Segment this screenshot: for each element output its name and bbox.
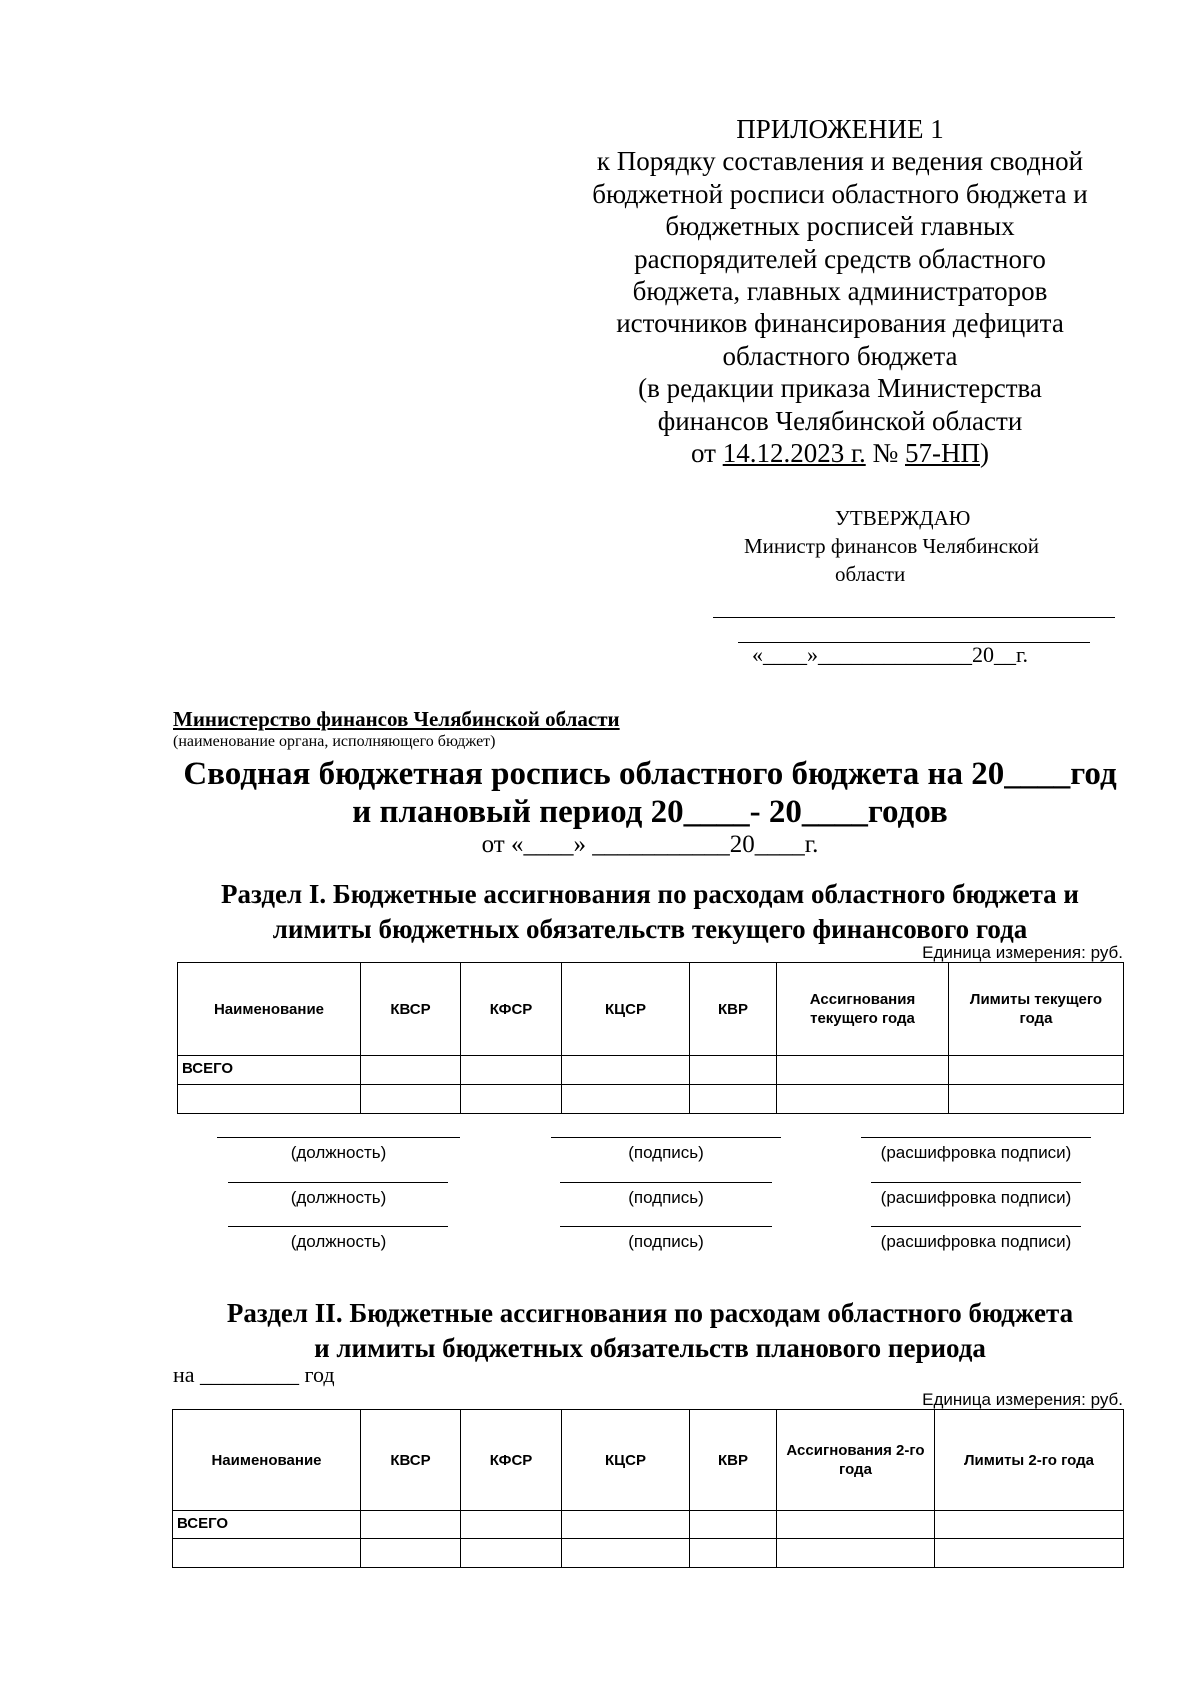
appendix-line: областного бюджета — [722, 340, 958, 371]
table-cell — [935, 1511, 1124, 1539]
table-total-row — [178, 1056, 1124, 1085]
decoding-label: (расшифровка подписи) — [880, 1143, 1072, 1162]
organization-name: Министерство финансов Челябинской области — [173, 707, 620, 731]
decoding-label: (расшифровка подписи) — [880, 1232, 1072, 1251]
table-cell — [949, 1056, 1124, 1085]
table-cell — [361, 1085, 461, 1114]
position-label: (должность) — [290, 1232, 387, 1251]
table-cell — [562, 1539, 690, 1568]
appendix-title: ПРИЛОЖЕНИЕ 1 — [736, 114, 944, 144]
order-reference — [560, 437, 1120, 469]
section1-unit: Единица измерения: руб. — [922, 943, 1123, 962]
table-cell — [690, 1539, 777, 1568]
approval-date: «____»______________20__г. — [752, 642, 1029, 667]
document-title — [100, 755, 1200, 831]
section2-table — [172, 1409, 1124, 1568]
table-cell — [361, 1511, 461, 1539]
decoding-line — [861, 1137, 1091, 1138]
section1-table — [177, 962, 1124, 1114]
document-date: от «____» ___________20____г. — [481, 831, 819, 858]
table-row — [173, 1539, 1124, 1568]
decoding-line — [871, 1182, 1081, 1183]
column-header: Наименование — [178, 963, 361, 1056]
decoding-label: (расшифровка подписи) — [880, 1188, 1072, 1207]
position-label: (должность) — [290, 1143, 387, 1162]
table-cell — [562, 1056, 690, 1085]
column-header: КФСР — [461, 963, 562, 1056]
section1-title-line: Раздел I. Бюджетные ассигнования по расходам областного бюджета и — [221, 879, 1079, 909]
table-cell — [461, 1539, 562, 1568]
table-cell — [173, 1539, 361, 1568]
table-cell — [690, 1085, 777, 1114]
column-header: Ассигнования 2-го года — [777, 1410, 935, 1511]
column-header: КВСР — [361, 1410, 461, 1511]
table-header-row — [173, 1410, 1124, 1511]
column-header: КЦСР — [562, 1410, 690, 1511]
order-number: 57-НП — [905, 438, 980, 469]
column-header: КВР — [690, 1410, 777, 1511]
position-line — [217, 1137, 460, 1138]
table-cell — [461, 1056, 562, 1085]
column-header: КВСР — [361, 963, 461, 1056]
appendix-line: бюджетной росписи областного бюджета и — [592, 178, 1088, 209]
table-cell — [178, 1085, 361, 1114]
section2-title-line: Раздел II. Бюджетные ассигнования по расходам областного бюджета — [226, 1298, 1074, 1328]
section1-title — [100, 877, 1200, 947]
section2-title-line: и лимиты бюджетных обязательств планового периода — [314, 1333, 986, 1363]
table-cell — [777, 1511, 935, 1539]
approval-title: УТВЕРЖДАЮ — [835, 506, 971, 530]
order-number-sign: № — [865, 438, 905, 469]
table-cell — [562, 1511, 690, 1539]
appendix-line: бюджетных росписей главных — [665, 211, 1015, 242]
position-label: (должность) — [290, 1188, 387, 1207]
decoding-line — [871, 1226, 1081, 1227]
signature-label: (подпись) — [628, 1232, 704, 1251]
column-header: Наименование — [173, 1410, 361, 1511]
column-header: Лимиты 2-го года — [935, 1410, 1124, 1511]
section1-title-line: лимиты бюджетных обязательств текущего финансового года — [272, 914, 1028, 944]
order-suffix: ) — [980, 438, 989, 469]
section2-year: на _________ год — [173, 1362, 335, 1387]
table-header-row — [178, 963, 1124, 1056]
table-cell — [361, 1056, 461, 1085]
position-line — [228, 1226, 448, 1227]
table-cell — [461, 1085, 562, 1114]
document-title-line: Сводная бюджетная роспись областного бюджета на 20____год — [183, 756, 1117, 792]
order-prefix: от — [691, 438, 723, 469]
table-cell — [690, 1511, 777, 1539]
column-header: Ассигнования текущего года — [777, 963, 949, 1056]
appendix-line: бюджета, главных администраторов — [632, 276, 1048, 307]
position-line — [228, 1182, 448, 1183]
column-header: Лимиты текущего года — [949, 963, 1124, 1056]
section2-title — [100, 1296, 1200, 1366]
approval-position: Министр финансов Челябинской — [744, 534, 1039, 558]
appendix-line: источников финансирования дефицита — [616, 308, 1064, 339]
table-cell — [461, 1511, 562, 1539]
table-cell — [949, 1085, 1124, 1114]
appendix-line: финансов Челябинской области — [657, 405, 1023, 436]
table-row — [178, 1085, 1124, 1114]
table-cell — [777, 1539, 935, 1568]
table-total-row — [173, 1511, 1124, 1539]
table-cell — [690, 1056, 777, 1085]
column-header: КВР — [690, 963, 777, 1056]
table-cell — [777, 1085, 949, 1114]
order-date: 14.12.2023 г. — [722, 438, 866, 469]
total-label: ВСЕГО — [178, 1056, 361, 1085]
table-cell — [562, 1085, 690, 1114]
signature-line — [560, 1226, 772, 1227]
organization-hint: (наименование органа, исполняющего бюджет) — [173, 733, 496, 750]
signature-label: (подпись) — [628, 1143, 704, 1162]
appendix-line: распорядителей средств областного — [634, 243, 1046, 274]
table-cell — [935, 1539, 1124, 1568]
appendix-line: (в редакции приказа Министерства — [638, 373, 1042, 404]
document-title-line: и плановый период 20____- 20____годов — [352, 794, 948, 830]
appendix-line: к Порядку составления и ведения сводной — [596, 146, 1084, 177]
approval-position-cont: области — [835, 562, 906, 586]
section2-unit: Единица измерения: руб. — [922, 1390, 1123, 1409]
total-label: ВСЕГО — [173, 1511, 361, 1539]
signature-line — [560, 1182, 772, 1183]
table-cell — [777, 1056, 949, 1085]
approval-signature-line — [713, 617, 1115, 618]
signature-line — [551, 1137, 781, 1138]
signature-label: (подпись) — [628, 1188, 704, 1207]
appendix-header — [560, 113, 1120, 469]
table-cell — [361, 1539, 461, 1568]
column-header: КЦСР — [562, 963, 690, 1056]
column-header: КФСР — [461, 1410, 562, 1511]
